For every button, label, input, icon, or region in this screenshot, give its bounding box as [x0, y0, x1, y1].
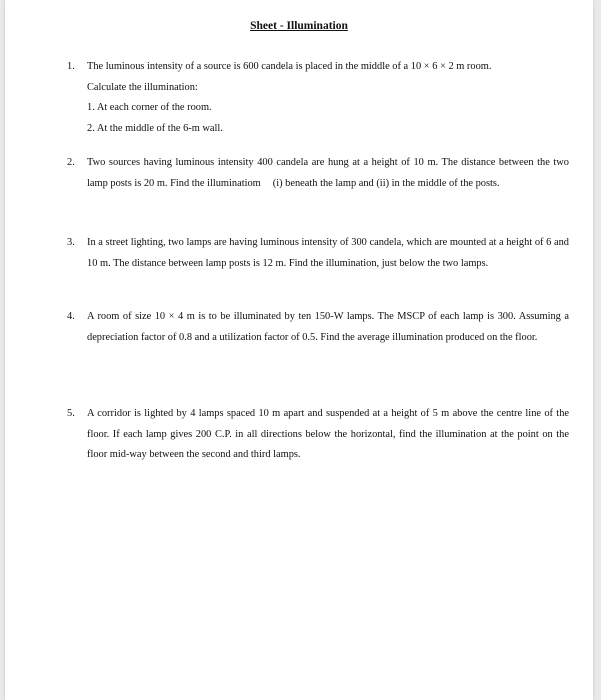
question-body	[87, 57, 569, 139]
question-line: 1. At each corner of the room.	[87, 102, 212, 113]
question-text: Two sources having luminous intensity 400 candela are hung at a height of 10 m. The distance between the two lamp posts is 20 m. Find the illuminatiom	[87, 157, 569, 189]
question-2	[67, 153, 569, 194]
question-number: 3.	[67, 237, 75, 248]
question-number: 5.	[67, 408, 75, 419]
question-number: 1.	[67, 61, 75, 72]
question-body	[87, 153, 569, 194]
question-text: The luminous intensity of a source is 600 candela is placed in the middle of a 10 × 6 × 2 m room.	[87, 61, 492, 72]
question-line: 2. At the middle of the 6-m wall.	[87, 122, 223, 134]
question-text: A room of size 10 × 4 m is to be illuminated by ten 150-W lamps. The MSCP of each lamp is 300. Assuming a depreciation factor of 0.8 and a utilization factor of 0.5. Find the average illumination produced on the floor.	[87, 311, 569, 343]
question-number: 2.	[67, 157, 75, 168]
question-4	[67, 307, 569, 348]
question-3	[67, 233, 569, 274]
question-1	[67, 57, 569, 139]
question-5	[67, 404, 569, 466]
page-title: Sheet - Illumination	[250, 20, 348, 32]
question-text-continued: (i) beneath the lamp and (ii) in the middle of the posts.	[272, 177, 500, 189]
document-page	[5, 0, 593, 700]
question-text: A corridor is lighted by 4 lamps spaced 10 m apart and suspended at a height of 5 m above the centre line of the floor. If each lamp gives 200 C.P. in all directions below the horizontal, find the illumination at the point on the floor mid-way between the second and third lamps.	[87, 408, 569, 460]
question-line: Calculate the illumination:	[87, 81, 198, 93]
question-text: In a street lighting, two lamps are having luminous intensity of 300 candela, which are mounted at a height of 6 and 10 m. The distance between lamp posts is 12 m. Find the illumination, just below the two lamps.	[87, 237, 569, 269]
question-number: 4.	[67, 311, 75, 322]
